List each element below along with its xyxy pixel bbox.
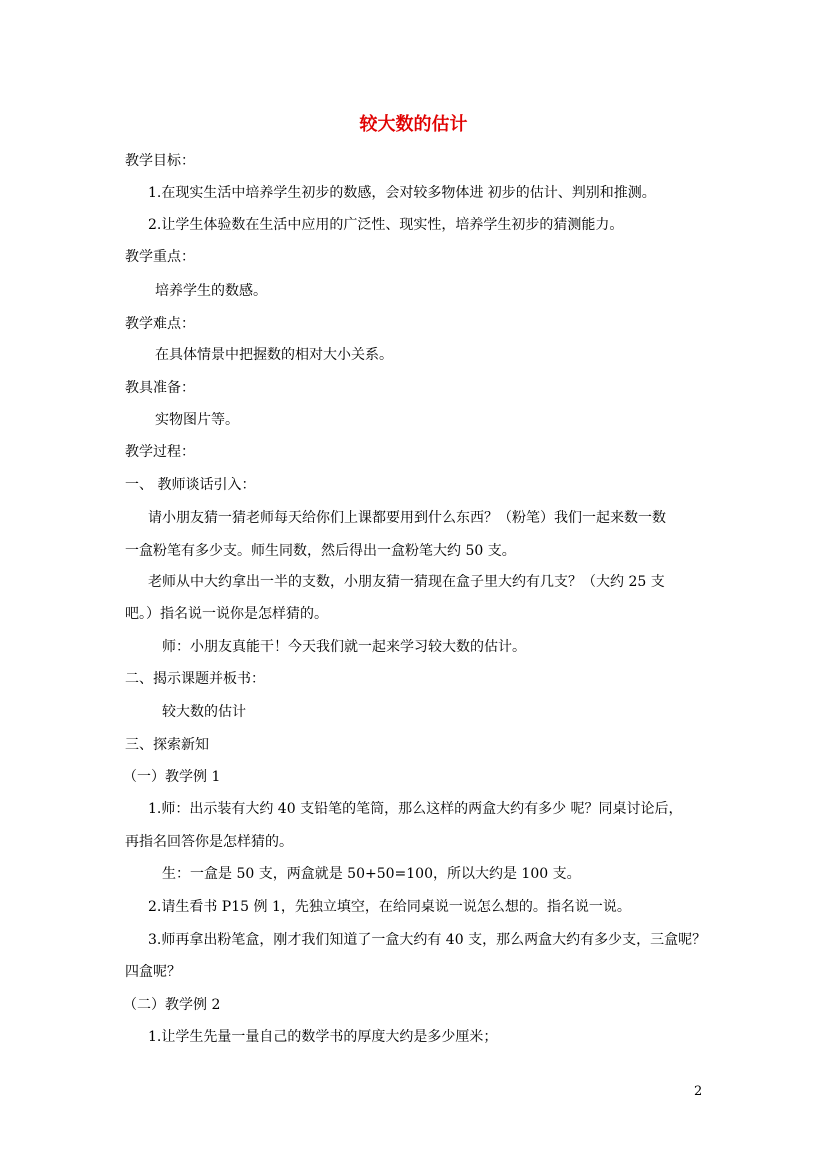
text-line: 教学目标： [125,153,195,169]
text-line: 教具准备： [125,380,195,396]
page-number: 2 [694,1084,703,1099]
text-line: 四盒呢？ [125,964,181,980]
text-line: （二）教学例 2 [123,997,221,1013]
text-line: 教学重点： [125,249,195,265]
text-line: 1.在现实生活中培养学生初步的数感，会对较多物体进 初步的估计、判别和推测。 [148,185,656,201]
text-line: 三、探索新知 [125,737,209,753]
text-line: 吧。）指名说一说你是怎样猜的。 [125,606,328,622]
text-line: 较大数的估计 [162,704,246,720]
document-title: 较大数的估计 [359,114,468,135]
text-line: 2.请生看书 P15 例 1，先独立填空，在给同桌说一说怎么想的。指名说一说。 [148,899,631,915]
text-line: 实物图片等。 [155,412,239,428]
text-line: 一盒粉笔有多少支。师生同数，然后得出一盒粉笔大约 50 支。 [125,543,516,559]
text-line: 3.师再拿出粉笔盒，刚才我们知道了一盒大约有 40 支，那么两盒大约有多少支，三盒呢？ [148,932,707,948]
text-line: 培养学生的数感。 [155,283,267,299]
text-line: 教学过程： [125,444,195,460]
text-line: 老师从中大约拿出一半的支数，小朋友猜一猜现在盒子里大约有几支？（大约 25 支 [148,574,665,590]
text-line: 1.让学生先量一量自己的数学书的厚度大约是多少厘米； [148,1029,498,1045]
text-line: 二、揭示课题并板书： [125,671,265,687]
text-line: 1.师：出示装有大约 40 支铅笔的笔筒，那么这样的两盒大约有多少 呢？同桌讨论后， [148,801,683,817]
text-line: 请小朋友猜一猜老师每天给你们上课都要用到什么东西？（粉笔）我们一起来数一数 [148,510,666,526]
text-line: 生：一盒是 50 支，两盒就是 50+50=100，所以大约是 100 支。 [162,866,581,882]
text-line: 一、 教师谈话引入： [125,477,256,493]
text-line: 在具体情景中把握数的相对大小关系。 [155,347,393,363]
text-line: 2.让学生体验数在生活中应用的广泛性、现实性，培养学生初步的猜测能力。 [148,217,624,233]
text-line: （一）教学例 1 [123,769,221,785]
text-line: 师：小朋友真能干！今天我们就一起来学习较大数的估计。 [162,639,526,655]
text-line: 再指名回答你是怎样猜的。 [125,834,293,850]
text-line: 教学难点： [125,316,195,332]
